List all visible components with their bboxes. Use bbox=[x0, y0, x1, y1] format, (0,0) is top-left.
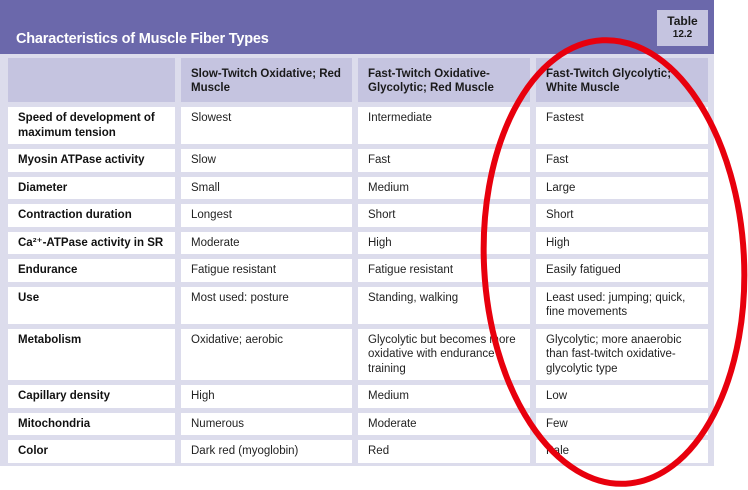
row-label: Ca²⁺-ATPase activity in SR bbox=[8, 232, 175, 255]
cell-slow: Longest bbox=[181, 204, 352, 227]
row-label: Diameter bbox=[8, 177, 175, 200]
cell-fg: Low bbox=[536, 385, 708, 408]
row-label: Contraction duration bbox=[8, 204, 175, 227]
table-grid bbox=[8, 58, 714, 463]
row-label: Endurance bbox=[8, 259, 175, 282]
cell-slow: High bbox=[181, 385, 352, 408]
cell-fg: Fast bbox=[536, 149, 708, 172]
row-label: Mitochondria bbox=[8, 413, 175, 436]
cell-slow: Numerous bbox=[181, 413, 352, 436]
cell-fg: Large bbox=[536, 177, 708, 200]
row-label: Speed of development of maximum tension bbox=[8, 107, 175, 144]
cell-fog: Moderate bbox=[358, 413, 530, 436]
cell-slow: Moderate bbox=[181, 232, 352, 255]
cell-fog: Fatigue resistant bbox=[358, 259, 530, 282]
row-label: Myosin ATPase activity bbox=[8, 149, 175, 172]
column-header-fast-oxidative: Fast-Twitch Oxidative-Glycolytic; Red Muscle bbox=[358, 58, 530, 102]
cell-fog: Red bbox=[358, 440, 530, 463]
table-number-badge bbox=[657, 10, 708, 46]
row-label: Color bbox=[8, 440, 175, 463]
cell-slow: Small bbox=[181, 177, 352, 200]
cell-slow: Most used: posture bbox=[181, 287, 352, 324]
row-label: Metabolism bbox=[8, 329, 175, 381]
column-header-slow-twitch: Slow-Twitch Oxidative; Red Muscle bbox=[181, 58, 352, 102]
cell-fg: Pale bbox=[536, 440, 708, 463]
cell-fog: Intermediate bbox=[358, 107, 530, 144]
cell-slow: Slowest bbox=[181, 107, 352, 144]
cell-fg: Glycolytic; more anaerobic than fast-twitch oxidative-glycolytic type bbox=[536, 329, 708, 381]
cell-fog: Fast bbox=[358, 149, 530, 172]
cell-slow: Oxidative; aerobic bbox=[181, 329, 352, 381]
row-label: Capillary density bbox=[8, 385, 175, 408]
cell-fog: High bbox=[358, 232, 530, 255]
cell-fg: Fastest bbox=[536, 107, 708, 144]
cell-fg: Few bbox=[536, 413, 708, 436]
cell-fog: Short bbox=[358, 204, 530, 227]
column-header-fast-glycolytic: Fast-Twitch Glycolytic; White Muscle bbox=[536, 58, 708, 102]
cell-fg: Least used: jumping; quick, fine movements bbox=[536, 287, 708, 324]
cell-fog: Glycolytic but becomes more oxidative with endurance training bbox=[358, 329, 530, 381]
cell-slow: Dark red (myoglobin) bbox=[181, 440, 352, 463]
cell-fg: Short bbox=[536, 204, 708, 227]
badge-number: 12.2 bbox=[672, 29, 693, 40]
row-label: Use bbox=[8, 287, 175, 324]
table-header-bar bbox=[0, 0, 714, 54]
cell-fog: Medium bbox=[358, 177, 530, 200]
column-header-blank bbox=[8, 58, 175, 102]
cell-fog: Standing, walking bbox=[358, 287, 530, 324]
table-title: Characteristics of Muscle Fiber Types bbox=[16, 31, 269, 47]
cell-fog: Medium bbox=[358, 385, 530, 408]
cell-fg: High bbox=[536, 232, 708, 255]
cell-fg: Easily fatigued bbox=[536, 259, 708, 282]
cell-slow: Slow bbox=[181, 149, 352, 172]
cell-slow: Fatigue resistant bbox=[181, 259, 352, 282]
badge-label: Table bbox=[667, 14, 698, 28]
